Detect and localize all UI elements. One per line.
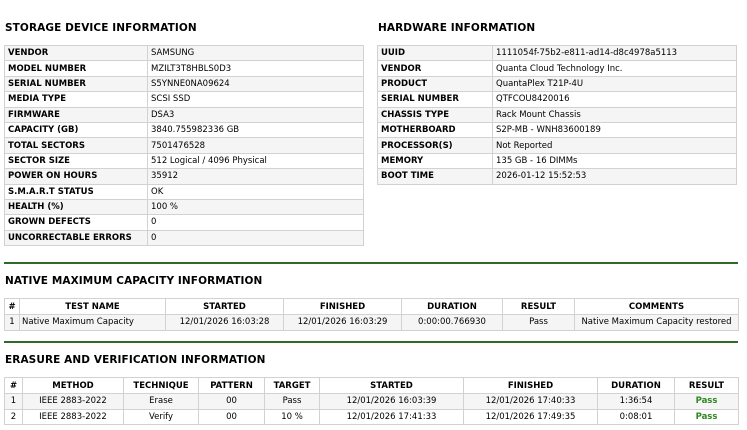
storage-row-uncorrectable-errors [5,230,364,245]
storage-key: S.M.A.R.T STATUS [5,184,148,199]
storage-row-sector-size [5,153,364,168]
erasure-col-started: STARTED [320,378,464,394]
storage-value: SCSI SSD [148,92,364,107]
storage-row-media-type [5,92,364,107]
erasure-col-finished: FINISHED [464,378,598,394]
erasure-cell-technique: Erase [124,394,199,410]
hardware-value: Quanta Cloud Technology Inc. [493,61,737,76]
storage-value: 35912 [148,169,364,184]
erasure-cell-finished: 12/01/2026 17:49:35 [464,409,598,425]
storage-value: MZILT3T8HBLS0D3 [148,61,364,76]
storage-value: OK [148,184,364,199]
native-header-row [5,299,739,315]
storage-value: 0 [148,230,364,245]
hardware-row-product [378,76,737,91]
storage-key: GROWN DEFECTS [5,215,148,230]
hardware-key: UUID [378,46,493,61]
storage-row-serial-number [5,76,364,91]
native-cell-result: Pass [503,315,575,331]
erasure-col-method: METHOD [23,378,124,394]
hardware-row-motherboard [378,122,737,137]
storage-row-health [5,199,364,214]
native-col-result: RESULT [503,299,575,315]
storage-key: UNCORRECTABLE ERRORS [5,230,148,245]
storage-key: SECTOR SIZE [5,153,148,168]
hardware-value: S2P-MB - WNH83600189 [493,122,737,137]
erasure-cell-started: 12/01/2026 17:41:33 [320,409,464,425]
hardware-row-vendor [378,61,737,76]
hardware-key: PRODUCT [378,76,493,91]
erasure-cell-result: Pass [675,409,739,425]
erasure-cell-method: IEEE 2883-2022 [23,409,124,425]
hardware-row-processors [378,138,737,153]
hardware-value: QuantaPlex T21P-4U [493,76,737,91]
hardware-section-title: HARDWARE INFORMATION [378,22,536,34]
hardware-info-table [377,45,737,185]
storage-value: S5YNNE0NA09624 [148,76,364,91]
native-col-finished: FINISHED [284,299,402,315]
hardware-row-memory [378,153,737,168]
table-row [5,315,739,331]
erasure-header-row [5,378,739,394]
native-cell-finished: 12/01/2026 16:03:29 [284,315,402,331]
hardware-key: VENDOR [378,61,493,76]
storage-key: HEALTH (%) [5,199,148,214]
native-cell-comments: Native Maximum Capacity restored [575,315,739,331]
storage-key: FIRMWARE [5,107,148,122]
storage-value: 512 Logical / 4096 Physical [148,153,364,168]
erasure-cell-technique: Verify [124,409,199,425]
erasure-cell-pattern: 00 [199,394,265,410]
storage-key: TOTAL SECTORS [5,138,148,153]
native-col-test-name: TEST NAME [20,299,166,315]
storage-row-grown-defects [5,215,364,230]
erasure-col-pattern: PATTERN [199,378,265,394]
storage-key: SERIAL NUMBER [5,76,148,91]
erasure-table [4,377,739,425]
hardware-key: BOOT TIME [378,169,493,184]
storage-row-total-sectors [5,138,364,153]
storage-info-table [4,45,364,246]
native-capacity-table [4,298,739,331]
hardware-row-chassis-type [378,107,737,122]
erasure-col-target: TARGET [265,378,320,394]
section-divider [4,262,738,264]
erasure-cell-method: IEEE 2883-2022 [23,394,124,410]
storage-value: 0 [148,215,364,230]
erasure-cell-duration: 1:36:54 [598,394,675,410]
native-cell-test-name: Native Maximum Capacity [20,315,166,331]
erasure-cell-finished: 12/01/2026 17:40:33 [464,394,598,410]
erasure-col-index: # [5,378,23,394]
storage-value: 7501476528 [148,138,364,153]
native-col-started: STARTED [166,299,284,315]
table-row [5,409,739,425]
storage-key: MEDIA TYPE [5,92,148,107]
erasure-col-technique: TECHNIQUE [124,378,199,394]
hardware-value: 135 GB - 16 DIMMs [493,153,737,168]
hardware-key: SERIAL NUMBER [378,92,493,107]
erasure-cell-index: 1 [5,394,23,410]
hardware-row-boot-time [378,169,737,184]
erasure-section-title: ERASURE AND VERIFICATION INFORMATION [5,354,266,366]
storage-value: 3840.755982336 GB [148,122,364,137]
hardware-key: CHASSIS TYPE [378,107,493,122]
hardware-value: QTFCOU8420016 [493,92,737,107]
native-cell-index: 1 [5,315,20,331]
storage-key: CAPACITY (GB) [5,122,148,137]
section-divider [4,341,738,343]
erasure-col-duration: DURATION [598,378,675,394]
hardware-value: 2026-01-12 15:52:53 [493,169,737,184]
storage-key: VENDOR [5,46,148,61]
native-section-title: NATIVE MAXIMUM CAPACITY INFORMATION [5,275,263,287]
hardware-key: PROCESSOR(S) [378,138,493,153]
erasure-cell-target: 10 % [265,409,320,425]
erasure-cell-result: Pass [675,394,739,410]
hardware-key: MOTHERBOARD [378,122,493,137]
erasure-cell-pattern: 00 [199,409,265,425]
hardware-key: MEMORY [378,153,493,168]
storage-row-firmware [5,107,364,122]
storage-value: 100 % [148,199,364,214]
erasure-col-result: RESULT [675,378,739,394]
erasure-cell-started: 12/01/2026 16:03:39 [320,394,464,410]
storage-value: DSA3 [148,107,364,122]
erasure-cell-target: Pass [265,394,320,410]
storage-key: MODEL NUMBER [5,61,148,76]
native-col-index: # [5,299,20,315]
storage-value: SAMSUNG [148,46,364,61]
storage-row-capacity [5,122,364,137]
storage-row-vendor [5,46,364,61]
native-cell-started: 12/01/2026 16:03:28 [166,315,284,331]
native-cell-duration: 0:00:00.766930 [402,315,503,331]
storage-row-power-on-hours [5,169,364,184]
native-col-comments: COMMENTS [575,299,739,315]
hardware-row-serial-number [378,92,737,107]
erasure-cell-duration: 0:08:01 [598,409,675,425]
storage-row-smart-status [5,184,364,199]
storage-section-title: STORAGE DEVICE INFORMATION [5,22,197,34]
table-row [5,394,739,410]
native-col-duration: DURATION [402,299,503,315]
hardware-value: 1111054f-75b2-e811-ad14-d8c4978a5113 [493,46,737,61]
storage-key: POWER ON HOURS [5,169,148,184]
storage-row-model-number [5,61,364,76]
hardware-row-uuid [378,46,737,61]
hardware-value: Rack Mount Chassis [493,107,737,122]
erasure-cell-index: 2 [5,409,23,425]
hardware-value: Not Reported [493,138,737,153]
